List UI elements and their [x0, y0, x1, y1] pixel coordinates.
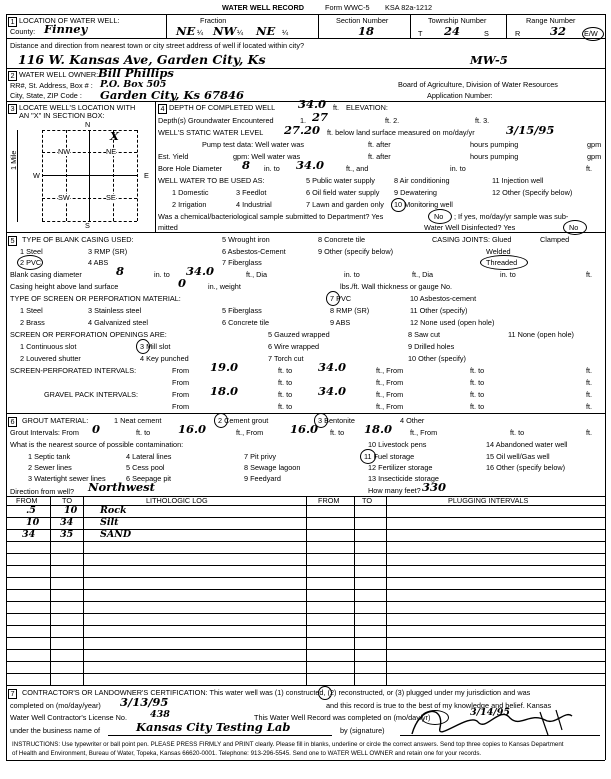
contam-6[interactable]: 6 Seepage pit: [126, 474, 172, 483]
log-row-line: [6, 673, 605, 674]
height-label: Casing height above land surface: [10, 282, 119, 291]
use-11[interactable]: 11 Injection well: [492, 176, 544, 185]
swl-label: WELL'S STATIC WATER LEVEL: [158, 128, 264, 137]
mitted-label: mitted: [158, 223, 178, 232]
casing-2[interactable]: 2 PVC: [20, 258, 42, 267]
county-value[interactable]: Finney: [44, 22, 88, 36]
address-value[interactable]: 116 W. Kansas Ave, Garden City, Ks: [18, 52, 266, 67]
chem-no[interactable]: No: [434, 212, 444, 221]
range-prefix: R: [515, 29, 521, 38]
use-12[interactable]: 12 Other (Specify below): [492, 188, 573, 197]
log-row-line: [6, 517, 605, 518]
screen-9[interactable]: 9 ABS: [330, 318, 351, 327]
record-label: This Water Well Record was completed on (mo/day/yr): [254, 713, 431, 722]
grout-intervals-label: Grout Intervals: From: [10, 428, 79, 437]
opening-9[interactable]: 9 Drilled holes: [408, 342, 455, 351]
nw-label: NW: [58, 147, 71, 156]
log-row-line: [6, 637, 605, 638]
disinfect-label: Water Well Disinfected? Yes: [424, 223, 516, 232]
swl-value[interactable]: 27.20: [284, 123, 321, 137]
casing-label: TYPE OF BLANK CASING USED:: [22, 235, 134, 244]
quarter-3-value[interactable]: NE: [256, 24, 276, 38]
diameter-in-to-2: in. to: [344, 270, 360, 279]
plug-from-header: FROM: [318, 496, 340, 505]
section-5-number: 5: [8, 236, 17, 246]
casing-8[interactable]: 8 Concrete tile: [318, 235, 366, 244]
address-label: RR#, St. Address, Box # :: [10, 81, 93, 90]
height-value[interactable]: 0: [178, 276, 187, 290]
rule: [17, 130, 18, 222]
log-row-to[interactable]: 34: [60, 517, 74, 528]
grout-from-2-value[interactable]: 16.0: [290, 422, 319, 436]
contam-3[interactable]: 3 Watertight sewer lines: [28, 474, 106, 483]
grout-label: GROUT MATERIAL:: [22, 416, 89, 425]
use-7[interactable]: 7 Lawn and garden only: [306, 200, 384, 209]
opening-5[interactable]: 5 Gauzed wrapped: [268, 330, 330, 339]
section-4-number: 4: [158, 104, 167, 114]
plug-to-header: TO: [362, 496, 373, 505]
casing-6[interactable]: 6 Asbestos-Cement: [222, 247, 286, 256]
rule: [6, 760, 605, 761]
section-box-quarter: [113, 130, 114, 221]
diameter-ft-dia-2: ft., Dia: [412, 270, 434, 279]
constructed-circle: [318, 686, 332, 700]
rule: [6, 14, 605, 15]
range-direction: E/W: [584, 29, 598, 38]
joints-clamped[interactable]: Clamped: [540, 235, 570, 244]
gp-label: GRAVEL PACK INTERVALS:: [44, 390, 139, 399]
use-2[interactable]: 2 Irrigation: [172, 200, 207, 209]
swl-date[interactable]: 3/15/95: [506, 123, 555, 137]
diameter-to-value[interactable]: 34.0: [186, 264, 215, 278]
west-label: W: [33, 171, 40, 180]
pump-after: ft. after: [368, 140, 391, 149]
ne-label: NE: [106, 147, 117, 156]
bore-in-to: in. to: [264, 164, 280, 173]
log-row-line: [6, 613, 605, 614]
log-row-from[interactable]: 10: [26, 517, 40, 528]
use-4[interactable]: 4 Industrial: [236, 200, 272, 209]
contam-9[interactable]: 9 Feedyard: [244, 474, 281, 483]
joints-label: CASING JOINTS: Glued: [432, 235, 512, 244]
section-box-edge: [42, 221, 137, 222]
screen-2[interactable]: 2 Brass: [20, 318, 45, 327]
grout-2[interactable]: 2 Cement grout: [218, 416, 269, 425]
log-row-line: [6, 625, 605, 626]
sp-label: SCREEN-PERFORATED INTERVALS:: [10, 366, 137, 375]
rule: [386, 496, 387, 685]
diameter-ft-dia: ft., Dia: [246, 270, 268, 279]
use-6[interactable]: 6 Oil field water supply: [306, 188, 380, 197]
contam-2[interactable]: 2 Sewer lines: [28, 463, 72, 472]
section-6-number: 6: [8, 417, 17, 427]
contam-13[interactable]: 13 Insecticide storage: [368, 474, 439, 483]
rule: [6, 685, 605, 686]
cert-line-1: CONTRACTOR'S OR LANDOWNER'S CERTIFICATION: This water well was (1) constructed, (2) reconstructed, or (3) plugged under my jurisdiction and was: [22, 688, 531, 697]
mile-label: 1 Mile: [9, 150, 18, 170]
gp-ft-to: ft. to: [278, 390, 293, 399]
range-value[interactable]: 32: [550, 24, 567, 38]
diameter-value[interactable]: 8: [116, 264, 125, 278]
screen-10[interactable]: 10 Asbestos-cement: [410, 294, 477, 303]
log-row-line: [6, 601, 605, 602]
section-1-number: 1: [8, 17, 17, 27]
opening-8[interactable]: 8 Saw cut: [408, 330, 441, 339]
groundwater-label: Depth(s) Groundwater Encountered: [158, 116, 274, 125]
contam-label: What is the nearest source of possible contamination:: [10, 440, 184, 449]
screen-3[interactable]: 3 Stainless steel: [88, 306, 142, 315]
locate-label-2: AN "X" IN SECTION BOX:: [19, 111, 105, 120]
log-row-line: [6, 661, 605, 662]
casing-9[interactable]: 9 Other (specify below): [318, 247, 394, 256]
log-row-line: [6, 553, 605, 554]
joints-threaded[interactable]: Threaded: [486, 258, 518, 267]
log-row-desc[interactable]: SAND: [100, 529, 132, 540]
se-label: SE: [106, 193, 116, 202]
grout-ft-from-2: ft., From: [410, 428, 438, 437]
use-9[interactable]: 9 Dewatering: [394, 188, 437, 197]
city-label: City, State, ZIP Code :: [10, 91, 82, 100]
screen-12[interactable]: 12 None used (open hole): [410, 318, 495, 327]
opening-3[interactable]: 3 Mill slot: [140, 342, 171, 351]
township-suffix: S: [484, 29, 489, 38]
well-id-value[interactable]: MW-5: [470, 53, 508, 67]
log-row-line: [6, 577, 605, 578]
east-label: E: [144, 171, 149, 180]
yield-hours: hours pumping: [470, 152, 519, 161]
sp2-ft-from: ft., From: [376, 378, 404, 387]
bore-in-to-2: in. to: [450, 164, 466, 173]
log-row-line: [6, 541, 605, 542]
section-box-center: [42, 175, 137, 176]
chem-label: Was a chemical/bacteriological sample submitted to Department? Yes: [158, 212, 384, 221]
height-in-weight: in., weight: [208, 282, 241, 291]
sp2-ft: ft.: [586, 378, 593, 387]
opening-10[interactable]: 10 Other (specify): [408, 354, 466, 363]
instructions-2: of Health and Environment, Bureau of Water, Topeka, Kansas 66620-0001. Telephone: 913-296-5545. Send one to WATER WELL OWNER and retain one for your records.: [12, 750, 482, 757]
diameter-in-to: in. to: [154, 270, 170, 279]
form-title: WATER WELL RECORD: [222, 3, 305, 12]
mo-day-circle: [421, 710, 449, 725]
contam-11[interactable]: 11 Fuel storage: [364, 452, 415, 461]
pump-gpm: gpm: [587, 140, 602, 149]
height-lbs: lbs./ft. Wall thickness or gauge No.: [340, 282, 453, 291]
swl-tail: ft. below land surface measured on mo/day/yr: [327, 128, 475, 137]
diameter-ft: ft.: [586, 270, 593, 279]
screen-4[interactable]: 4 Galvanized steel: [88, 318, 149, 327]
log-row-to[interactable]: 35: [60, 529, 74, 540]
license-value[interactable]: 438: [150, 709, 170, 720]
business-label: under the business name of: [10, 726, 101, 735]
quarter-2-value[interactable]: NW: [213, 24, 237, 38]
fraction-label: Fraction: [200, 16, 227, 25]
log-from-header: FROM: [16, 496, 38, 505]
sp2-ft-to: ft. to: [278, 378, 293, 387]
sp-from-value[interactable]: 19.0: [210, 360, 239, 374]
section-7-number: 7: [8, 689, 17, 699]
log-row-desc[interactable]: Rock: [100, 505, 127, 516]
opening-7[interactable]: 7 Torch cut: [268, 354, 304, 363]
bore-ft-and: ft., and: [346, 164, 369, 173]
quarter-symbol: ¼: [282, 28, 289, 37]
sp-to-value[interactable]: 34.0: [318, 360, 347, 374]
bore-ft: ft.: [586, 164, 593, 173]
rule: [306, 496, 307, 685]
contam-5[interactable]: 5 Cess pool: [126, 463, 165, 472]
gp2-ft-from: ft., From: [376, 402, 404, 411]
use-8[interactable]: 8 Air conditioning: [394, 176, 450, 185]
section-box-quarter: [66, 130, 67, 221]
gp-to-value[interactable]: 34.0: [318, 384, 347, 398]
use-label: WELL WATER TO BE USED AS:: [158, 176, 265, 185]
section-2-number: 2: [8, 71, 17, 81]
elevation-label: ELEVATION:: [346, 103, 388, 112]
rule: [6, 68, 605, 69]
owner-label: WATER WELL OWNER:: [19, 70, 99, 79]
screen-8[interactable]: 8 RMP (SR): [330, 306, 370, 315]
gw-3-label: ft. 3.: [475, 116, 490, 125]
contam-15[interactable]: 15 Oil well/Gas well: [486, 452, 550, 461]
opening-3-circle: [136, 339, 150, 354]
grout-3[interactable]: 3 Bentonite: [318, 416, 355, 425]
section-number-label: Section Number: [336, 16, 389, 25]
sw-label: SW: [58, 193, 70, 202]
openings-label: SCREEN OR PERFORATION OPENINGS ARE:: [10, 330, 167, 339]
yield-gpm-unit: gpm: [587, 152, 602, 161]
screen-7[interactable]: 7 PVC: [330, 294, 352, 303]
township-prefix: T: [418, 29, 423, 38]
quarter-1-value[interactable]: NE: [176, 24, 196, 38]
bore-to-value[interactable]: 34.0: [296, 158, 325, 172]
contam-4[interactable]: 4 Lateral lines: [126, 452, 172, 461]
sp2-from-label: From: [172, 378, 190, 387]
feet-label: How many feet?: [368, 486, 421, 495]
screen-1[interactable]: 1 Steel: [20, 306, 43, 315]
gw-2-label: ft. 2.: [385, 116, 400, 125]
completed-date[interactable]: 3/13/95: [120, 695, 169, 709]
range-label: Range Number: [526, 16, 576, 25]
rule: [83, 496, 84, 685]
opening-1[interactable]: 1 Continuous slot: [20, 342, 77, 351]
gw-1-label: 1.: [300, 116, 307, 125]
sp-ft-to: ft. to: [278, 366, 293, 375]
yield-gpm: gpm: Well water was: [233, 152, 301, 161]
casing-1[interactable]: 1 Steel: [20, 247, 43, 256]
opening-2[interactable]: 2 Louvered shutter: [20, 354, 81, 363]
plug-header: PLUGGING INTERVALS: [448, 496, 529, 505]
sp-ft-to-2: ft. to: [470, 366, 485, 375]
signature-line: [400, 735, 600, 736]
section-box-quarter: [42, 198, 137, 199]
use-10-circle: [391, 198, 406, 212]
grout-to-value[interactable]: 16.0: [178, 422, 207, 436]
rr-value[interactable]: P.O. Box 505: [100, 79, 167, 90]
contam-8[interactable]: 8 Sewage lagoon: [244, 463, 301, 472]
grout-ft: ft.: [586, 428, 593, 437]
rule: [6, 413, 605, 414]
diameter-label: Blank casing diameter: [10, 270, 82, 279]
business-value[interactable]: Kansas City Testing Lab: [136, 720, 291, 734]
grout-to-2-value[interactable]: 18.0: [364, 422, 393, 436]
log-row-line: [6, 589, 605, 590]
cert-line-2: and this record is true to the best of my knowledge and belief. Kansas: [326, 701, 552, 710]
license-label: Water Well Contractor's License No.: [10, 713, 127, 722]
feet-value[interactable]: 330: [422, 480, 447, 494]
grout-ft-to-3: ft. to: [510, 428, 525, 437]
instructions-1: INSTRUCTIONS: Use typewriter or ball point pen. PLEASE PRESS FIRMLY and PRINT clearly. Please fill in blanks, underline or circle the correct answers. Send top three copies to Kansas Department: [12, 741, 564, 748]
form-number: Form WWC-5: [325, 3, 370, 12]
cert-completed-label: completed on (mo/day/year): [10, 701, 101, 710]
screen-11[interactable]: 11 Other (specify): [410, 306, 468, 315]
log-row-to[interactable]: 10: [64, 505, 78, 516]
distance-label: Distance and direction from nearest town or city street address of well if located within city?: [10, 41, 305, 50]
rule: [6, 232, 605, 233]
sp-from-label: From: [172, 366, 190, 375]
board-label: Board of Agriculture, Division of Water Resources: [398, 80, 558, 89]
location-label: LOCATION OF WATER WELL:: [19, 16, 120, 25]
log-row-from[interactable]: 34: [22, 529, 36, 540]
diameter-in-to-3: in. to: [500, 270, 516, 279]
rule: [50, 496, 51, 685]
township-value[interactable]: 24: [444, 24, 461, 38]
casing-3[interactable]: 3 RMP (SR): [88, 247, 128, 256]
disinfect-no[interactable]: No: [569, 223, 579, 232]
litho-header: LITHOLOGIC LOG: [146, 496, 208, 505]
log-row-line: [6, 529, 605, 530]
casing-7[interactable]: 7 Fiberglass: [222, 258, 262, 267]
application-label: Application Number:: [427, 91, 493, 100]
rule: [6, 38, 605, 39]
rule: [410, 14, 411, 38]
gp-ft: ft.: [586, 390, 593, 399]
gp2-ft: ft.: [586, 402, 593, 411]
chem-tail: ; If yes, mo/day/yr sample was sub-: [454, 212, 569, 221]
gp-from-label: From: [172, 390, 190, 399]
direction-label: Direction from well?: [10, 487, 75, 496]
sp-ft: ft.: [586, 366, 593, 375]
contam-14[interactable]: 14 Abandoned water well: [486, 440, 568, 449]
south-label: S: [85, 221, 90, 230]
casing-4[interactable]: 4 ABS: [88, 258, 109, 267]
grout-ft-from: ft., From: [236, 428, 264, 437]
chem-no-circle: [428, 209, 452, 224]
contam-7[interactable]: 7 Pit privy: [244, 452, 277, 461]
log-to-header: TO: [62, 496, 73, 505]
contam-16[interactable]: 16 Other (specify below): [486, 463, 566, 472]
bore-label: Bore Hole Diameter: [158, 164, 223, 173]
casing-2-circle: [17, 255, 43, 270]
grout-1[interactable]: 1 Neat cement: [114, 416, 162, 425]
section-number-value[interactable]: 18: [358, 24, 375, 38]
rule: [318, 14, 319, 38]
grout-from-value[interactable]: 0: [92, 422, 101, 436]
direction-value[interactable]: Northwest: [88, 480, 155, 494]
locate-label: LOCATE WELL'S LOCATION WITH: [19, 103, 136, 112]
bore-value[interactable]: 8: [242, 158, 251, 172]
depth-label: DEPTH OF COMPLETED WELL: [169, 103, 276, 112]
sp-ft-from: ft., From: [376, 366, 404, 375]
sp2-ft-to-2: ft. to: [470, 378, 485, 387]
section-box-quarter: [42, 152, 137, 153]
business-line: [108, 735, 332, 736]
use-3[interactable]: 3 Feedlot: [236, 188, 267, 197]
contam-1[interactable]: 1 Septic tank: [28, 452, 71, 461]
screen-5[interactable]: 5 Fiberglass: [222, 306, 262, 315]
city-value[interactable]: Garden City, Ks 67846: [100, 88, 244, 102]
use-1[interactable]: 1 Domestic: [172, 188, 209, 197]
use-10[interactable]: 10 Monitoring well: [394, 200, 453, 209]
depth-value[interactable]: 34.0: [298, 97, 327, 111]
yield-after: ft. after: [368, 152, 391, 161]
contam-10[interactable]: 10 Livestock pens: [368, 440, 427, 449]
township-label: Township Number: [428, 16, 487, 25]
owner-value[interactable]: Bill Phillips: [98, 66, 174, 80]
use-5[interactable]: 5 Public water supply: [306, 176, 375, 185]
log-row-desc[interactable]: Silt: [100, 517, 119, 528]
gp2-ft-to-2: ft. to: [470, 402, 485, 411]
gp-ft-to-2: ft. to: [470, 390, 485, 399]
quarter-symbol: ¼: [237, 28, 244, 37]
opening-11[interactable]: 11 None (open hole): [508, 330, 574, 339]
rule: [605, 14, 606, 760]
grout-ft-to: ft. to: [136, 428, 151, 437]
ksa-number: KSA 82a-1212: [385, 3, 433, 12]
north-label: N: [85, 120, 91, 129]
quarter-symbol: ¼: [197, 28, 204, 37]
threaded-circle: [480, 255, 528, 270]
yield-label: Est. Yield: [158, 152, 189, 161]
grout-ft-to-2: ft. to: [330, 428, 345, 437]
opening-6[interactable]: 6 Wire wrapped: [268, 342, 320, 351]
location-mark[interactable]: X: [110, 129, 119, 143]
log-row-line: [6, 649, 605, 650]
screen-label: TYPE OF SCREEN OR PERFORATION MATERIAL:: [10, 294, 181, 303]
log-row-line: [6, 565, 605, 566]
screen-6[interactable]: 6 Concrete tile: [222, 318, 270, 327]
grout-4[interactable]: 4 Other: [400, 416, 425, 425]
pump-label: Pump test data: Well water was: [202, 140, 305, 149]
screen-7-circle: [326, 291, 340, 306]
log-row-from[interactable]: .5: [26, 505, 36, 516]
joints-welded[interactable]: Welded: [486, 247, 511, 256]
gp2-from-label: From: [172, 402, 190, 411]
casing-5[interactable]: 5 Wrought iron: [222, 235, 270, 244]
rule: [354, 496, 355, 685]
rule: [155, 101, 156, 232]
section-box-edge: [137, 130, 138, 221]
opening-4[interactable]: 4 Key punched: [140, 354, 189, 363]
grout-2-circle: [214, 413, 228, 428]
gp-from-value[interactable]: 18.0: [210, 384, 239, 398]
rule: [506, 14, 507, 38]
depth-ft: ft.: [333, 103, 340, 112]
gp-ft-from: ft., From: [376, 390, 404, 399]
contam-12[interactable]: 12 Fertilizer storage: [368, 463, 433, 472]
pump-hours: hours pumping: [470, 140, 519, 149]
county-label: County:: [10, 27, 36, 36]
signature-label: by (signature): [340, 726, 385, 735]
contam-11-circle: [360, 449, 376, 464]
record-date[interactable]: 3/14/95: [470, 707, 510, 718]
gp2-ft-to: ft. to: [278, 402, 293, 411]
section-3-number: 3: [8, 104, 17, 114]
gw-1-value[interactable]: 27: [312, 110, 329, 124]
rule: [166, 14, 167, 38]
